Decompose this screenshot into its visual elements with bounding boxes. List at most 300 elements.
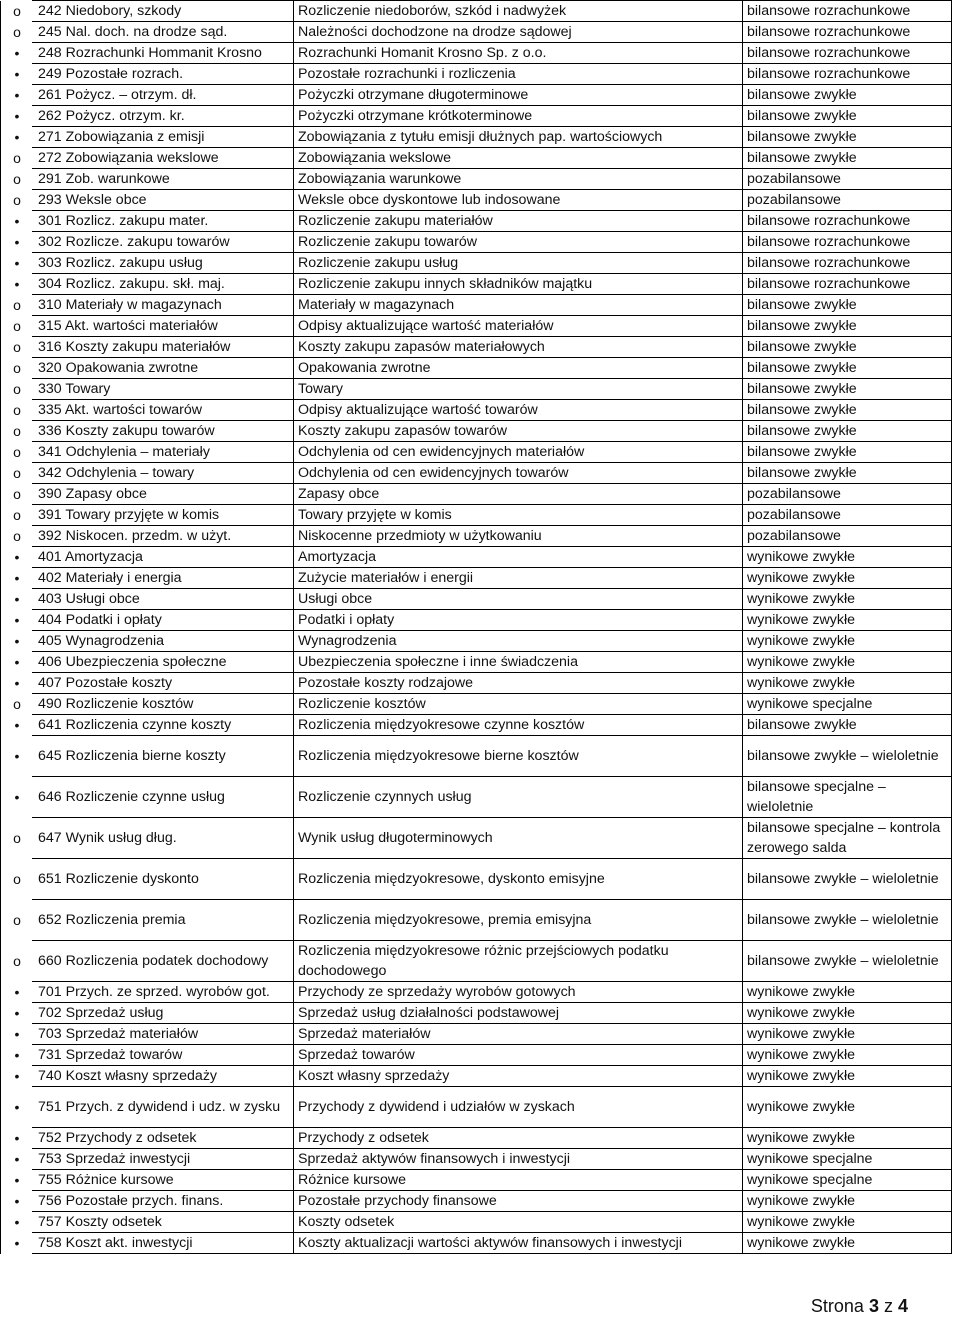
account-type-cell: pozabilansowe bbox=[743, 505, 952, 526]
description-cell: Rozliczenia międzyokresowe czynne kosztów bbox=[294, 715, 743, 736]
account-cell: 757 Koszty odsetek bbox=[32, 1212, 294, 1233]
account-cell: 341 Odchylenia – materiały bbox=[32, 442, 294, 463]
account-type-cell: wynikowe zwykłe bbox=[743, 589, 952, 610]
table-row bbox=[1, 652, 952, 673]
account-type-cell: bilansowe rozrachunkowe bbox=[743, 253, 952, 274]
row-bullet-cell bbox=[1, 379, 33, 400]
account-cell: 390 Zapasy obce bbox=[32, 484, 294, 505]
account-type-cell: bilansowe zwykłe bbox=[743, 715, 952, 736]
description-cell: Przychody ze sprzedaży wyrobów gotowych bbox=[294, 982, 743, 1003]
account-type-cell: bilansowe zwykłe bbox=[743, 358, 952, 379]
table-row bbox=[1, 526, 952, 547]
account-type-cell: bilansowe rozrachunkowe bbox=[743, 22, 952, 43]
account-type-cell: wynikowe zwykłe bbox=[743, 1045, 952, 1066]
account-type-cell: bilansowe zwykłe bbox=[743, 316, 952, 337]
description-cell: Sprzedaż aktywów finansowych i inwestycji bbox=[294, 1149, 743, 1170]
row-bullet-cell bbox=[1, 777, 33, 818]
account-type-cell: pozabilansowe bbox=[743, 169, 952, 190]
account-cell: 272 Zobowiązania wekslowe bbox=[32, 148, 294, 169]
row-bullet-cell bbox=[1, 337, 33, 358]
hollow-bullet-icon: o bbox=[13, 952, 21, 969]
row-bullet-cell bbox=[1, 127, 33, 148]
table-row bbox=[1, 589, 952, 610]
account-cell: 391 Towary przyjęte w komis bbox=[32, 505, 294, 526]
filled-bullet-icon: • bbox=[14, 233, 20, 250]
row-bullet-cell bbox=[1, 1066, 33, 1087]
row-bullet-cell bbox=[1, 526, 33, 547]
description-cell: Ubezpieczenia społeczne i inne świadczenia bbox=[294, 652, 743, 673]
account-cell: 647 Wynik usług dług. bbox=[32, 818, 294, 859]
account-type-cell: bilansowe zwykłe – wieloletnie bbox=[743, 859, 952, 900]
description-cell: Rozliczenie zakupu innych składników majątku bbox=[294, 274, 743, 295]
row-bullet-cell bbox=[1, 358, 33, 379]
account-type-cell: bilansowe zwykłe bbox=[743, 463, 952, 484]
account-cell: 406 Ubezpieczenia społeczne bbox=[32, 652, 294, 673]
account-cell: 271 Zobowiązania z emisji bbox=[32, 127, 294, 148]
filled-bullet-icon: • bbox=[14, 1213, 20, 1230]
hollow-bullet-icon: o bbox=[13, 149, 21, 166]
filled-bullet-icon: • bbox=[14, 275, 20, 292]
account-type-cell: wynikowe zwykłe bbox=[743, 652, 952, 673]
description-cell: Odpisy aktualizujące wartość materiałów bbox=[294, 316, 743, 337]
filled-bullet-icon: • bbox=[14, 569, 20, 586]
account-cell: 755 Różnice kursowe bbox=[32, 1170, 294, 1191]
row-bullet-cell bbox=[1, 652, 33, 673]
account-type-cell: bilansowe rozrachunkowe bbox=[743, 211, 952, 232]
account-cell: 752 Przychody z odsetek bbox=[32, 1128, 294, 1149]
description-cell: Materiały w magazynach bbox=[294, 295, 743, 316]
description-cell: Podatki i opłaty bbox=[294, 610, 743, 631]
description-cell: Sprzedaż usług działalności podstawowej bbox=[294, 1003, 743, 1024]
filled-bullet-icon: • bbox=[14, 983, 20, 1000]
description-cell: Zobowiązania wekslowe bbox=[294, 148, 743, 169]
table-row bbox=[1, 1128, 952, 1149]
table-row bbox=[1, 64, 952, 85]
filled-bullet-icon: • bbox=[14, 788, 20, 805]
filled-bullet-icon: • bbox=[14, 1025, 20, 1042]
hollow-bullet-icon: o bbox=[13, 464, 21, 481]
row-bullet-cell bbox=[1, 900, 33, 941]
description-cell: Rozrachunki Homanit Krosno Sp. z o.o. bbox=[294, 43, 743, 64]
description-cell: Zapasy obce bbox=[294, 484, 743, 505]
account-type-cell: wynikowe zwykłe bbox=[743, 673, 952, 694]
account-cell: 646 Rozliczenie czynne usług bbox=[32, 777, 294, 818]
row-bullet-cell bbox=[1, 818, 33, 859]
hollow-bullet-icon: o bbox=[13, 170, 21, 187]
description-cell: Rozliczenia międzyokresowe różnic przejściowych podatku dochodowego bbox=[294, 941, 743, 982]
row-bullet-cell bbox=[1, 631, 33, 652]
hollow-bullet-icon: o bbox=[13, 338, 21, 355]
account-cell: 303 Rozlicz. zakupu usług bbox=[32, 253, 294, 274]
description-cell: Rozliczenie kosztów bbox=[294, 694, 743, 715]
description-cell: Przychody z odsetek bbox=[294, 1128, 743, 1149]
description-cell: Rozliczenia międzyokresowe, premia emisyjna bbox=[294, 900, 743, 941]
description-cell: Rozliczenia międzyokresowe bierne kosztów bbox=[294, 736, 743, 777]
table-row bbox=[1, 1, 952, 22]
table-row bbox=[1, 1191, 952, 1212]
account-cell: 731 Sprzedaż towarów bbox=[32, 1045, 294, 1066]
table-row bbox=[1, 253, 952, 274]
table-row bbox=[1, 190, 952, 211]
row-bullet-cell bbox=[1, 85, 33, 106]
table-row bbox=[1, 610, 952, 631]
table-row bbox=[1, 22, 952, 43]
account-cell: 245 Nal. doch. na drodze sąd. bbox=[32, 22, 294, 43]
account-type-cell: bilansowe specjalne – kontrola zerowego salda bbox=[743, 818, 952, 859]
table-row bbox=[1, 106, 952, 127]
filled-bullet-icon: • bbox=[14, 1150, 20, 1167]
row-bullet-cell bbox=[1, 568, 33, 589]
account-type-cell: wynikowe zwykłe bbox=[743, 631, 952, 652]
description-cell: Sprzedaż materiałów bbox=[294, 1024, 743, 1045]
row-bullet-cell bbox=[1, 421, 33, 442]
account-cell: 335 Akt. wartości towarów bbox=[32, 400, 294, 421]
filled-bullet-icon: • bbox=[14, 107, 20, 124]
table-row bbox=[1, 379, 952, 400]
account-cell: 405 Wynagrodzenia bbox=[32, 631, 294, 652]
filled-bullet-icon: • bbox=[14, 254, 20, 271]
description-cell: Opakowania zwrotne bbox=[294, 358, 743, 379]
account-type-cell: wynikowe specjalne bbox=[743, 694, 952, 715]
account-cell: 262 Pożycz. otrzym. kr. bbox=[32, 106, 294, 127]
row-bullet-cell bbox=[1, 1128, 33, 1149]
account-type-cell: wynikowe zwykłe bbox=[743, 1212, 952, 1233]
account-cell: 407 Pozostałe koszty bbox=[32, 673, 294, 694]
hollow-bullet-icon: o bbox=[13, 695, 21, 712]
filled-bullet-icon: • bbox=[14, 128, 20, 145]
table-row bbox=[1, 316, 952, 337]
table-row bbox=[1, 1233, 952, 1254]
table-row bbox=[1, 1045, 952, 1066]
filled-bullet-icon: • bbox=[14, 1004, 20, 1021]
account-type-cell: wynikowe zwykłe bbox=[743, 610, 952, 631]
account-type-cell: bilansowe zwykłe bbox=[743, 400, 952, 421]
table-row bbox=[1, 694, 952, 715]
account-type-cell: wynikowe zwykłe bbox=[743, 1191, 952, 1212]
description-cell: Koszty zakupu zapasów towarów bbox=[294, 421, 743, 442]
row-bullet-cell bbox=[1, 232, 33, 253]
description-cell: Koszty odsetek bbox=[294, 1212, 743, 1233]
account-cell: 342 Odchylenia – towary bbox=[32, 463, 294, 484]
account-type-cell: bilansowe rozrachunkowe bbox=[743, 274, 952, 295]
account-cell: 261 Pożycz. – otrzym. dł. bbox=[32, 85, 294, 106]
hollow-bullet-icon: o bbox=[13, 911, 21, 928]
description-cell: Koszty zakupu zapasów materiałowych bbox=[294, 337, 743, 358]
filled-bullet-icon: • bbox=[14, 674, 20, 691]
description-cell: Wynagrodzenia bbox=[294, 631, 743, 652]
account-type-cell: wynikowe zwykłe bbox=[743, 1003, 952, 1024]
hollow-bullet-icon: o bbox=[13, 359, 21, 376]
account-type-cell: bilansowe zwykłe bbox=[743, 106, 952, 127]
table-row bbox=[1, 337, 952, 358]
table-row bbox=[1, 547, 952, 568]
account-cell: 291 Zob. warunkowe bbox=[32, 169, 294, 190]
table-row bbox=[1, 715, 952, 736]
filled-bullet-icon: • bbox=[14, 1129, 20, 1146]
filled-bullet-icon: • bbox=[14, 212, 20, 229]
page-footer bbox=[811, 1296, 908, 1317]
row-bullet-cell bbox=[1, 190, 33, 211]
description-cell: Pozostałe przychody finansowe bbox=[294, 1191, 743, 1212]
description-cell: Towary przyjęte w komis bbox=[294, 505, 743, 526]
hollow-bullet-icon: o bbox=[13, 191, 21, 208]
row-bullet-cell bbox=[1, 736, 33, 777]
account-cell: 758 Koszt akt. inwestycji bbox=[32, 1233, 294, 1254]
account-cell: 402 Materiały i energia bbox=[32, 568, 294, 589]
description-cell: Rozliczenie zakupu materiałów bbox=[294, 211, 743, 232]
account-cell: 301 Rozlicz. zakupu mater. bbox=[32, 211, 294, 232]
hollow-bullet-icon: o bbox=[13, 485, 21, 502]
table-row bbox=[1, 859, 952, 900]
account-type-cell: pozabilansowe bbox=[743, 526, 952, 547]
filled-bullet-icon: • bbox=[14, 1171, 20, 1188]
description-cell: Rozliczenie zakupu usług bbox=[294, 253, 743, 274]
filled-bullet-icon: • bbox=[14, 747, 20, 764]
accounts-table-body bbox=[1, 1, 952, 1254]
hollow-bullet-icon: o bbox=[13, 296, 21, 313]
filled-bullet-icon: • bbox=[14, 590, 20, 607]
table-row bbox=[1, 1003, 952, 1024]
account-type-cell: pozabilansowe bbox=[743, 484, 952, 505]
row-bullet-cell bbox=[1, 22, 33, 43]
description-cell: Pożyczki otrzymane długoterminowe bbox=[294, 85, 743, 106]
row-bullet-cell bbox=[1, 1087, 33, 1128]
row-bullet-cell bbox=[1, 1191, 33, 1212]
row-bullet-cell bbox=[1, 941, 33, 982]
row-bullet-cell bbox=[1, 1233, 33, 1254]
account-type-cell: wynikowe zwykłe bbox=[743, 547, 952, 568]
account-type-cell: bilansowe zwykłe – wieloletnie bbox=[743, 941, 952, 982]
description-cell: Zobowiązania warunkowe bbox=[294, 169, 743, 190]
account-type-cell: bilansowe zwykłe – wieloletnie bbox=[743, 736, 952, 777]
account-cell: 320 Opakowania zwrotne bbox=[32, 358, 294, 379]
description-cell: Przychody z dywidend i udziałów w zyskach bbox=[294, 1087, 743, 1128]
account-cell: 703 Sprzedaż materiałów bbox=[32, 1024, 294, 1045]
account-type-cell: wynikowe zwykłe bbox=[743, 1128, 952, 1149]
row-bullet-cell bbox=[1, 1003, 33, 1024]
description-cell: Towary bbox=[294, 379, 743, 400]
account-cell: 740 Koszt własny sprzedaży bbox=[32, 1066, 294, 1087]
description-cell: Pozostałe rozrachunki i rozliczenia bbox=[294, 64, 743, 85]
account-type-cell: wynikowe specjalne bbox=[743, 1170, 952, 1191]
account-type-cell: wynikowe zwykłe bbox=[743, 982, 952, 1003]
table-row bbox=[1, 484, 952, 505]
description-cell: Usługi obce bbox=[294, 589, 743, 610]
filled-bullet-icon: • bbox=[14, 65, 20, 82]
table-row bbox=[1, 232, 952, 253]
description-cell: Rozliczenie czynnych usług bbox=[294, 777, 743, 818]
account-type-cell: bilansowe rozrachunkowe bbox=[743, 232, 952, 253]
table-row bbox=[1, 1066, 952, 1087]
description-cell: Amortyzacja bbox=[294, 547, 743, 568]
account-cell: 304 Rozlicz. zakupu. skł. maj. bbox=[32, 274, 294, 295]
description-cell: Rozliczenie zakupu towarów bbox=[294, 232, 743, 253]
table-row bbox=[1, 505, 952, 526]
account-cell: 645 Rozliczenia bierne koszty bbox=[32, 736, 294, 777]
table-row bbox=[1, 295, 952, 316]
hollow-bullet-icon: o bbox=[13, 2, 21, 19]
table-row bbox=[1, 982, 952, 1003]
account-type-cell: bilansowe zwykłe bbox=[743, 379, 952, 400]
account-type-cell: wynikowe zwykłe bbox=[743, 568, 952, 589]
current-page-number: 3 bbox=[868, 1296, 879, 1316]
row-bullet-cell bbox=[1, 694, 33, 715]
row-bullet-cell bbox=[1, 253, 33, 274]
description-cell: Pożyczki otrzymane krótkoterminowe bbox=[294, 106, 743, 127]
account-type-cell: wynikowe zwykłe bbox=[743, 1087, 952, 1128]
description-cell: Różnice kursowe bbox=[294, 1170, 743, 1191]
description-cell: Odchylenia od cen ewidencyjnych towarów bbox=[294, 463, 743, 484]
table-row bbox=[1, 941, 952, 982]
account-cell: 248 Rozrachunki Hommanit Krosno bbox=[32, 43, 294, 64]
description-cell: Koszty aktualizacji wartości aktywów finansowych i inwestycji bbox=[294, 1233, 743, 1254]
row-bullet-cell bbox=[1, 589, 33, 610]
account-type-cell: bilansowe zwykłe – wieloletnie bbox=[743, 900, 952, 941]
filled-bullet-icon: • bbox=[14, 611, 20, 628]
row-bullet-cell bbox=[1, 547, 33, 568]
table-row bbox=[1, 274, 952, 295]
description-cell: Weksle obce dyskontowe lub indosowane bbox=[294, 190, 743, 211]
account-cell: 315 Akt. wartości materiałów bbox=[32, 316, 294, 337]
hollow-bullet-icon: o bbox=[13, 527, 21, 544]
filled-bullet-icon: • bbox=[14, 1098, 20, 1115]
description-cell: Rozliczenia międzyokresowe, dyskonto emisyjne bbox=[294, 859, 743, 900]
account-cell: 302 Rozlicze. zakupu towarów bbox=[32, 232, 294, 253]
account-type-cell: bilansowe zwykłe bbox=[743, 85, 952, 106]
row-bullet-cell bbox=[1, 982, 33, 1003]
hollow-bullet-icon: o bbox=[13, 506, 21, 523]
hollow-bullet-icon: o bbox=[13, 422, 21, 439]
table-row bbox=[1, 568, 952, 589]
row-bullet-cell bbox=[1, 715, 33, 736]
account-cell: 392 Niskocen. przedm. w użyt. bbox=[32, 526, 294, 547]
page-label: Strona bbox=[810, 1296, 869, 1316]
hollow-bullet-icon: o bbox=[13, 870, 21, 887]
row-bullet-cell bbox=[1, 169, 33, 190]
row-bullet-cell bbox=[1, 463, 33, 484]
table-row bbox=[1, 85, 952, 106]
table-row bbox=[1, 1087, 952, 1128]
table-row bbox=[1, 1212, 952, 1233]
account-type-cell: pozabilansowe bbox=[743, 190, 952, 211]
table-row bbox=[1, 400, 952, 421]
table-row bbox=[1, 169, 952, 190]
row-bullet-cell bbox=[1, 442, 33, 463]
filled-bullet-icon: • bbox=[14, 1234, 20, 1251]
row-bullet-cell bbox=[1, 1212, 33, 1233]
table-row bbox=[1, 736, 952, 777]
hollow-bullet-icon: o bbox=[13, 317, 21, 334]
table-row bbox=[1, 43, 952, 64]
row-bullet-cell bbox=[1, 610, 33, 631]
account-type-cell: bilansowe zwykłe bbox=[743, 337, 952, 358]
row-bullet-cell bbox=[1, 295, 33, 316]
row-bullet-cell bbox=[1, 673, 33, 694]
hollow-bullet-icon: o bbox=[13, 380, 21, 397]
hollow-bullet-icon: o bbox=[13, 23, 21, 40]
account-cell: 652 Rozliczenia premia bbox=[32, 900, 294, 941]
table-row bbox=[1, 421, 952, 442]
filled-bullet-icon: • bbox=[14, 1067, 20, 1084]
description-cell: Wynik usług długoterminowych bbox=[294, 818, 743, 859]
row-bullet-cell bbox=[1, 1170, 33, 1191]
table-row bbox=[1, 442, 952, 463]
row-bullet-cell bbox=[1, 1149, 33, 1170]
page-separator: z bbox=[878, 1296, 898, 1316]
account-cell: 249 Pozostałe rozrach. bbox=[32, 64, 294, 85]
account-type-cell: bilansowe rozrachunkowe bbox=[743, 64, 952, 85]
description-cell: Pozostałe koszty rodzajowe bbox=[294, 673, 743, 694]
table-row bbox=[1, 900, 952, 941]
description-cell: Odpisy aktualizujące wartość towarów bbox=[294, 400, 743, 421]
filled-bullet-icon: • bbox=[14, 1046, 20, 1063]
row-bullet-cell bbox=[1, 316, 33, 337]
filled-bullet-icon: • bbox=[14, 548, 20, 565]
table-row bbox=[1, 777, 952, 818]
description-cell: Rozliczenie niedoborów, szkód i nadwyżek bbox=[294, 1, 743, 22]
row-bullet-cell bbox=[1, 484, 33, 505]
description-cell: Zużycie materiałów i energii bbox=[294, 568, 743, 589]
table-row bbox=[1, 463, 952, 484]
account-type-cell: bilansowe rozrachunkowe bbox=[743, 1, 952, 22]
account-type-cell: bilansowe zwykłe bbox=[743, 421, 952, 442]
description-cell: Koszt własny sprzedaży bbox=[294, 1066, 743, 1087]
account-cell: 490 Rozliczenie kosztów bbox=[32, 694, 294, 715]
row-bullet-cell bbox=[1, 274, 33, 295]
account-cell: 401 Amortyzacja bbox=[32, 547, 294, 568]
description-cell: Należności dochodzone na drodze sądowej bbox=[294, 22, 743, 43]
filled-bullet-icon: • bbox=[14, 632, 20, 649]
hollow-bullet-icon: o bbox=[13, 443, 21, 460]
account-cell: 403 Usługi obce bbox=[32, 589, 294, 610]
table-row bbox=[1, 127, 952, 148]
account-cell: 753 Sprzedaż inwestycji bbox=[32, 1149, 294, 1170]
table-row bbox=[1, 148, 952, 169]
total-pages-number: 4 bbox=[897, 1296, 908, 1316]
row-bullet-cell bbox=[1, 1045, 33, 1066]
row-bullet-cell bbox=[1, 505, 33, 526]
filled-bullet-icon: • bbox=[14, 86, 20, 103]
table-row bbox=[1, 631, 952, 652]
description-cell: Niskocenne przedmioty w użytkowaniu bbox=[294, 526, 743, 547]
account-type-cell: bilansowe rozrachunkowe bbox=[743, 43, 952, 64]
row-bullet-cell bbox=[1, 1024, 33, 1045]
account-cell: 756 Pozostałe przych. finans. bbox=[32, 1191, 294, 1212]
row-bullet-cell bbox=[1, 43, 33, 64]
account-type-cell: wynikowe zwykłe bbox=[743, 1066, 952, 1087]
description-cell: Odchylenia od cen ewidencyjnych materiałów bbox=[294, 442, 743, 463]
filled-bullet-icon: • bbox=[14, 44, 20, 61]
account-cell: 242 Niedobory, szkody bbox=[32, 1, 294, 22]
table-row bbox=[1, 1149, 952, 1170]
account-cell: 641 Rozliczenia czynne koszty bbox=[32, 715, 294, 736]
table-row bbox=[1, 211, 952, 232]
row-bullet-cell bbox=[1, 64, 33, 85]
row-bullet-cell bbox=[1, 400, 33, 421]
table-row bbox=[1, 818, 952, 859]
description-cell: Sprzedaż towarów bbox=[294, 1045, 743, 1066]
table-row bbox=[1, 673, 952, 694]
account-cell: 293 Weksle obce bbox=[32, 190, 294, 211]
account-cell: 651 Rozliczenie dyskonto bbox=[32, 859, 294, 900]
description-cell: Zobowiązania z tytułu emisji dłużnych pap. wartościowych bbox=[294, 127, 743, 148]
account-cell: 701 Przych. ze sprzed. wyrobów got. bbox=[32, 982, 294, 1003]
filled-bullet-icon: • bbox=[14, 653, 20, 670]
account-cell: 404 Podatki i opłaty bbox=[32, 610, 294, 631]
hollow-bullet-icon: o bbox=[13, 401, 21, 418]
filled-bullet-icon: • bbox=[14, 1192, 20, 1209]
table-row bbox=[1, 358, 952, 379]
